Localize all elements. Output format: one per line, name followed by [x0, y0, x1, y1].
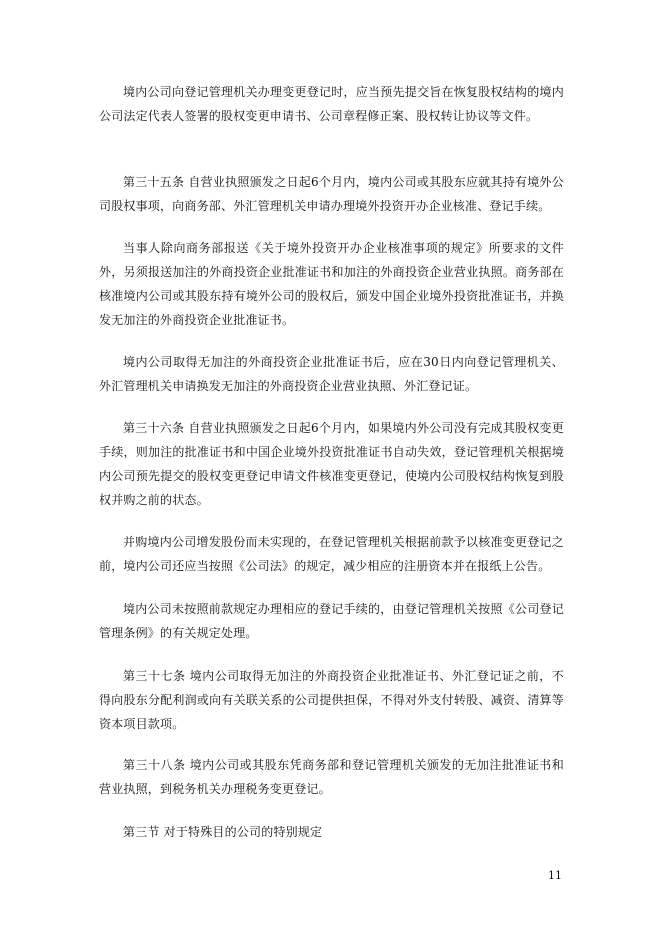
paragraph-6: 并购境内公司增发股份而未实现的，在登记管理机关根据前款予以核准变更登记之前，境内公司还应当按照《公司法》的规定，减少相应的注册资本并在报纸上公告。	[99, 535, 564, 573]
section-heading: 第三节 对于特殊目的公司的特别规定	[123, 825, 323, 839]
paragraph-3: 当事人除向商务部报送《关于境外投资开办企业核准事项的规定》所要求的文件外，另须报送加注的外商投资企业批准证书和加注的外商投资企业营业执照。商务部在核准境内公司或其股东持有境外公司的股权后，颁发中国企业境外投资批准证书，并换发无加注的外商投资企业批准证书。	[99, 241, 564, 327]
paragraph-article-38: 第三十八条 境内公司或其股东凭商务部和登记管理机关颁发的无加注批准证书和营业执照，到税务机关办理税务变更登记。	[99, 758, 564, 796]
paragraph-4: 境内公司取得无加注的外商投资企业批准证书后，应在30日内向登记管理机关、外汇管理机关申请换发无加注的外商投资企业营业执照、外汇登记证。	[99, 355, 564, 393]
paragraph-7: 境内公司未按照前款规定办理相应的登记手续的，由登记管理机关按照《公司登记管理条例》的有关规定处理。	[99, 602, 564, 640]
paragraph-1: 境内公司向登记管理机关办理变更登记时，应当预先提交旨在恢复股权结构的境内公司法定代表人签署的股权变更申请书、公司章程修正案、股权转让协议等文件。	[99, 85, 564, 123]
paragraph-article-37: 第三十七条 境内公司取得无加注的外商投资企业批准证书、外汇登记证之前，不得向股东分配利润或向有关联关系的公司提供担保，不得对外支付转股、减资、清算等资本项目款项。	[99, 669, 564, 731]
paragraph-article-36: 第三十六条 自营业执照颁发之日起6个月内，如果境内外公司没有完成其股权变更手续，则加注的批准证书和中国企业境外投资批准证书自动失效，登记管理机关根据境内公司预先提交的股权变更登记申请文件核准变更登记，使境内公司股权结构恢复到股权并购之前的状态。	[99, 421, 564, 507]
paragraph-article-35: 第三十五条 自营业执照颁发之日起6个月内，境内公司或其股东应就其持有境外公司股权事项，向商务部、外汇管理机关申请办理境外投资开办企业核准、登记手续。	[99, 175, 564, 213]
page-number: 11	[548, 869, 562, 882]
